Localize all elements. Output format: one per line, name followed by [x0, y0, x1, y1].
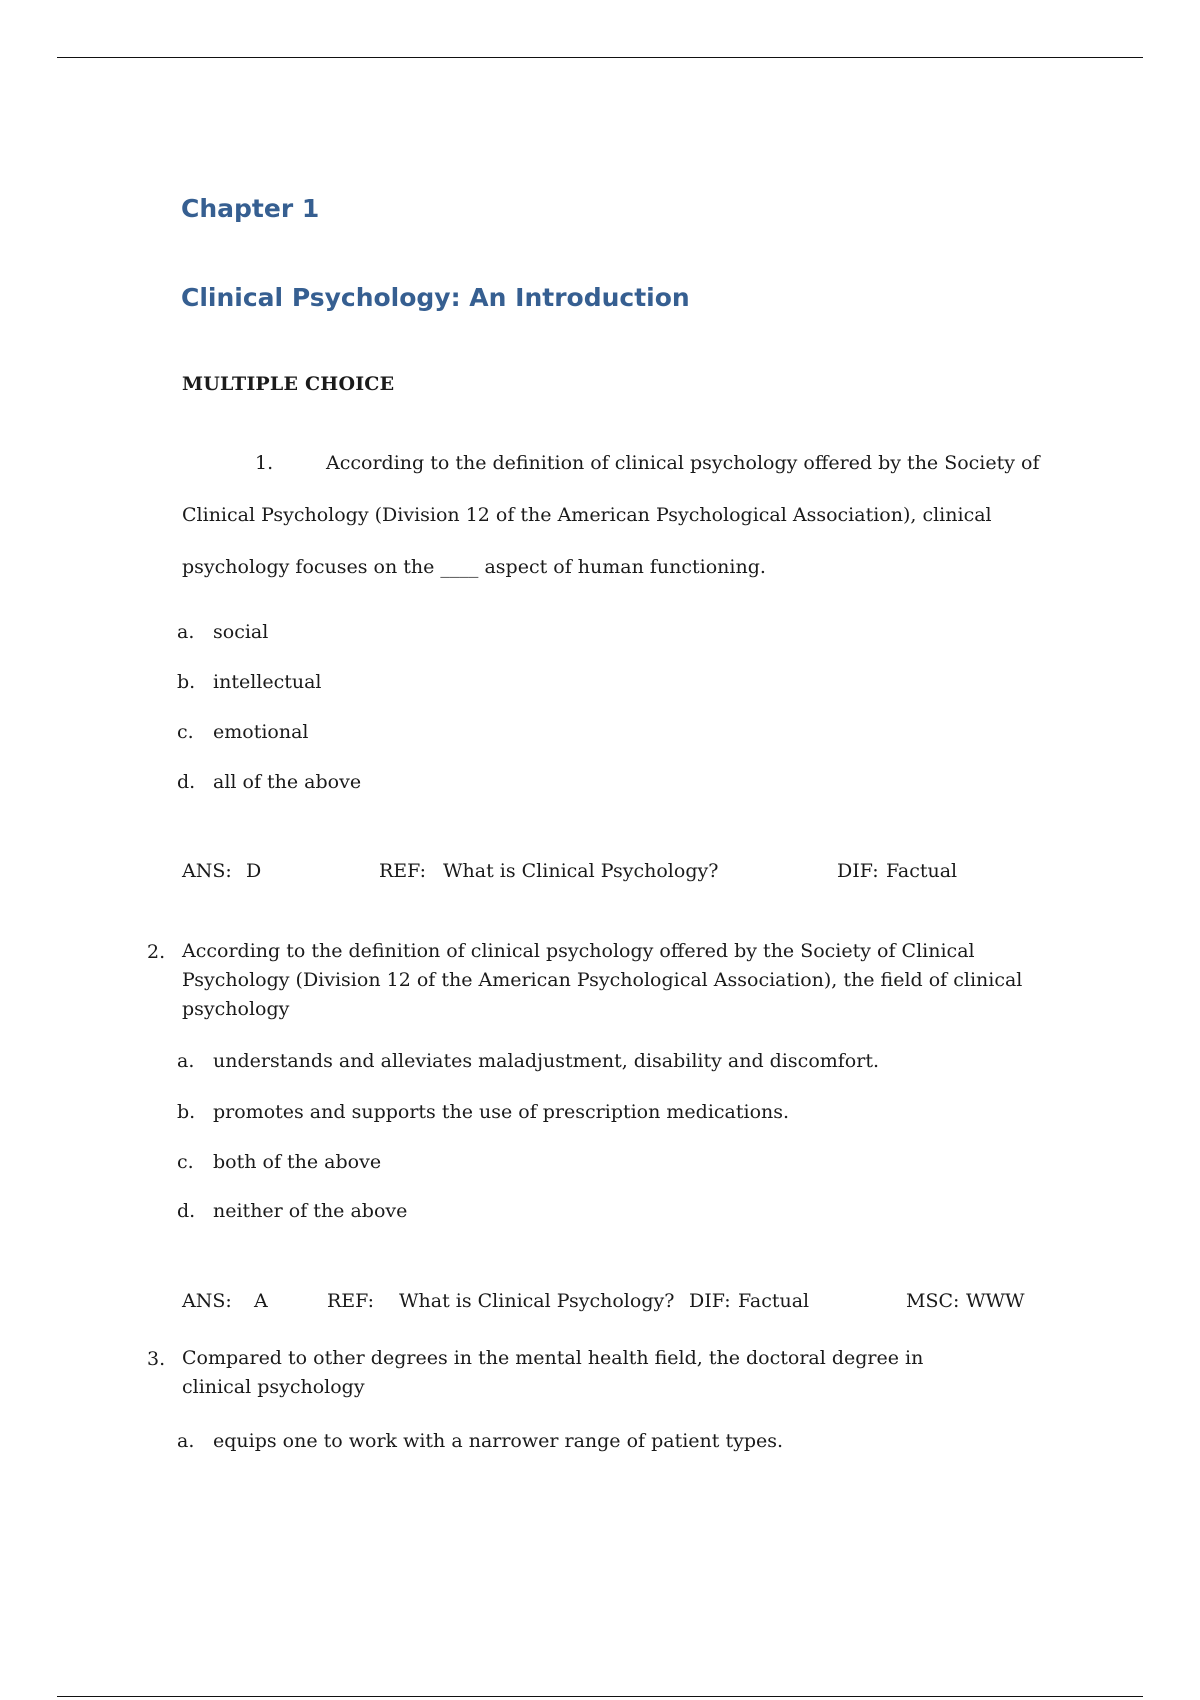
option-text: both of the above — [213, 1151, 382, 1173]
question-text: According to the definition of clinical psychology offered by the Society of Clinical Psychology (Division 12 of the American Psychological Association), the field of clinical psychology — [182, 940, 1023, 1020]
option-text: intellectual — [213, 671, 322, 693]
ans-value: D — [246, 860, 262, 882]
question-text-line: psychology focuses on the ____ aspect of human functioning. — [182, 556, 766, 578]
ans-label: ANS: — [182, 1290, 232, 1312]
option-text: all of the above — [213, 771, 362, 793]
option-letter: a. — [177, 621, 195, 643]
ref-value: What is Clinical Psychology? — [443, 860, 719, 882]
header-rule — [57, 57, 1143, 58]
option-text: neither of the above — [213, 1200, 408, 1222]
option-letter: b. — [177, 1101, 196, 1123]
ans-label: ANS: — [182, 860, 232, 882]
option-letter: d. — [177, 1200, 196, 1222]
chapter-heading: Chapter 1 — [181, 194, 320, 223]
msc-label: MSC: — [906, 1290, 960, 1312]
option-text: social — [213, 621, 269, 643]
option-letter: c. — [177, 1151, 194, 1173]
option-letter: b. — [177, 671, 196, 693]
ref-label: REF: — [327, 1290, 375, 1312]
option-text: equips one to work with a narrower range of patient types. — [213, 1430, 784, 1452]
ans-value: A — [254, 1290, 268, 1312]
chapter-title: Clinical Psychology: An Introduction — [181, 283, 690, 312]
msc-value: WWW — [966, 1290, 1025, 1312]
question-text: Compared to other degrees in the mental health field, the doctoral degree in clinical psychology — [182, 1347, 924, 1398]
footer-rule — [57, 1696, 1143, 1697]
ref-label: REF: — [379, 860, 427, 882]
option-text: emotional — [213, 721, 309, 743]
ref-value: What is Clinical Psychology? — [399, 1290, 675, 1312]
question-number: 2. — [147, 941, 166, 963]
option-text: understands and alleviates maladjustment, disability and discomfort. — [213, 1050, 880, 1072]
option-letter: d. — [177, 771, 196, 793]
question-text-line: According to the definition of clinical psychology offered by the Society of — [326, 452, 1040, 474]
option-text: promotes and supports the use of prescription medications. — [213, 1101, 790, 1123]
dif-value: Factual — [738, 1290, 810, 1312]
question-number: 3. — [147, 1348, 166, 1370]
question-text-line: Clinical Psychology (Division 12 of the American Psychological Association), clinical — [182, 504, 992, 526]
section-heading: MULTIPLE CHOICE — [182, 373, 395, 395]
dif-value: Factual — [886, 860, 958, 882]
question-number: 1. — [255, 452, 274, 474]
option-letter: c. — [177, 721, 194, 743]
dif-label: DIF: — [837, 860, 879, 882]
option-letter: a. — [177, 1050, 195, 1072]
option-letter: a. — [177, 1430, 195, 1452]
dif-label: DIF: — [689, 1290, 731, 1312]
